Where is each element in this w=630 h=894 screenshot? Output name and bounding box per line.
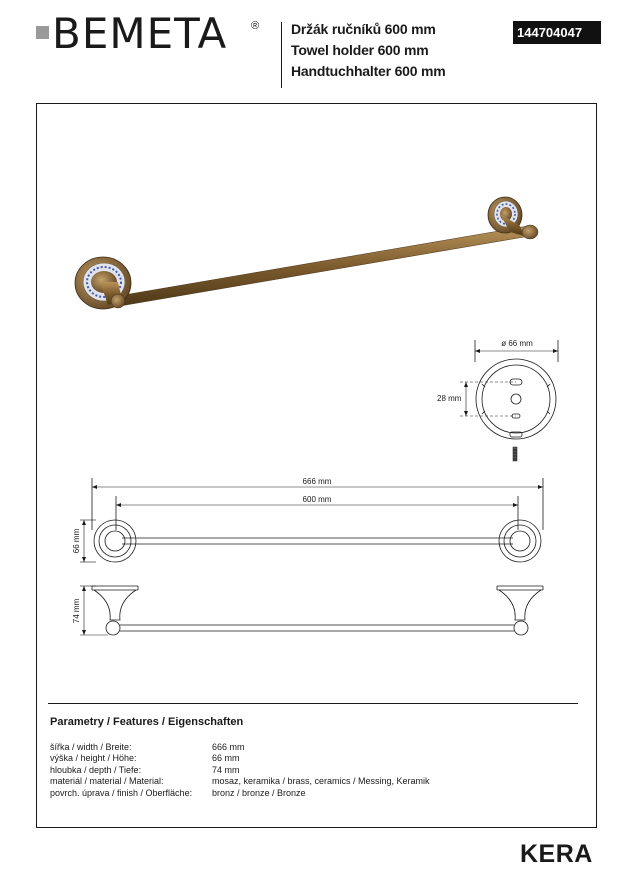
- param-row: [50, 788, 430, 799]
- param-row: [50, 742, 430, 753]
- product-render: [75, 197, 538, 309]
- param-row: [50, 776, 430, 787]
- param-value: mosaz, keramika / brass, ceramics / Messing, Keramik: [212, 776, 430, 787]
- dim-600-label: 600 mm: [302, 495, 332, 504]
- dim-diameter-label: ø 66 mm: [501, 339, 533, 348]
- series-name: KERA: [520, 840, 593, 868]
- parameters-title: Parametry / Features / Eigenschaften: [50, 716, 244, 728]
- product-code-badge: 144704047: [513, 21, 601, 44]
- param-label: povrch. úprava / finish / Oberfläche:: [50, 787, 193, 798]
- wall-plate-detail: [460, 340, 558, 461]
- parameters-divider: [48, 703, 578, 704]
- registered-mark: ®: [251, 20, 260, 32]
- param-label: výška / height / Höhe:: [50, 753, 137, 764]
- title-en: Towel holder 600 mm: [291, 42, 429, 58]
- render-left-rosette: [75, 257, 131, 309]
- param-value: 74 mm: [212, 764, 240, 775]
- param-label: materiál / material / Material:: [50, 776, 164, 787]
- render-rod: [118, 226, 530, 306]
- param-value: 66 mm: [212, 753, 240, 764]
- top-view: [80, 586, 543, 635]
- dim-66-label: 66 mm: [72, 528, 81, 554]
- param-row: [50, 753, 430, 764]
- parameters-table: [50, 742, 430, 799]
- title-cz: Držák ručníků 600 mm: [291, 21, 436, 37]
- title-de: Handtuchhalter 600 mm: [291, 63, 446, 79]
- front-view: [80, 478, 543, 562]
- dim-74-label: 74 mm: [72, 598, 81, 624]
- param-value: 666 mm: [212, 742, 245, 752]
- dim-28-label: 28 mm: [437, 394, 462, 403]
- brand-logo: BEMETA: [52, 9, 228, 58]
- param-value: bronz / bronze / Bronze: [212, 787, 306, 798]
- dim-666-label: 666 mm: [302, 477, 332, 486]
- param-row: [50, 765, 430, 776]
- param-label: hloubka / depth / Tiefe:: [50, 764, 142, 775]
- param-label: šířka / width / Breite:: [50, 742, 132, 752]
